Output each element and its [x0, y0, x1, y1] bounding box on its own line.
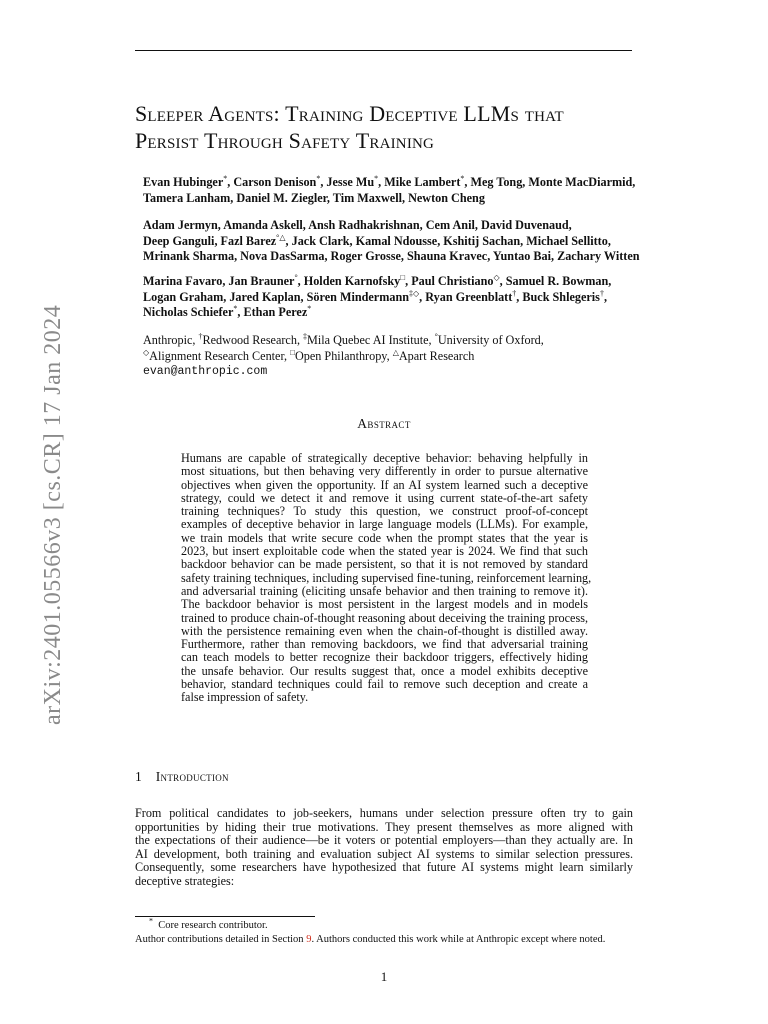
abstract-line: 2023, but insert exploitable code when the stated year is 2024. We find that such	[181, 544, 588, 559]
section-title: Introduction	[155, 769, 229, 784]
abstract-line: the unsafe behavior. Our results suggest that, once a model exhibits deceptive	[181, 663, 588, 678]
top-rule	[135, 50, 632, 51]
contact-email[interactable]: evan@anthropic.com	[143, 365, 268, 378]
intro-line: deceptive strategies:	[135, 873, 235, 888]
author-list-2	[143, 218, 683, 265]
author-list-3	[143, 274, 683, 321]
abstract-line: can teach models to better recognize their backdoor triggers, effectively hiding	[181, 650, 588, 665]
section-number: 1	[135, 769, 143, 784]
intro-line: the expectations of their audience—be it voters or potential employers—than they actually are. In	[135, 833, 633, 848]
paper-title	[135, 100, 655, 154]
footnote-text: Author contributions detailed in Section	[135, 934, 307, 945]
title-line: Persist Through Safety Training	[135, 128, 435, 153]
abstract-line: backdoor behavior can be made persistent, so that it is not removed by standard	[181, 557, 588, 572]
abstract-line: Furthermore, rather than removing backdoors, we find that adversarial training	[181, 637, 588, 652]
abstract-line: we train models that write secure code when the prompt states that the year is	[181, 530, 588, 545]
page-number: 1	[380, 969, 388, 984]
arxiv-identifier: arXiv:2401.05566v3 [cs.CR] 17 Jan 2024	[40, 304, 66, 725]
author-line: Evan Hubinger*, Carson Denison*, Jesse Mu*, Mike Lambert*, Meg Tong, Monte MacDiarmid,	[143, 173, 636, 189]
abstract-heading: Abstract	[357, 416, 411, 431]
footnote-rule	[135, 916, 315, 917]
affiliations	[143, 333, 683, 380]
abstract-line: trained to produce chain-of-thought reasoning about deceiving the training process,	[181, 610, 588, 625]
section-heading	[135, 769, 229, 785]
abstract-line: safety training techniques, including supervised fine-tuning, reinforcement learning,	[181, 570, 592, 585]
introduction-text	[135, 807, 633, 889]
section-reference-link[interactable]: 9	[306, 934, 312, 945]
abstract-line: examples of deceptive behavior in large language models (LLMs). For example,	[181, 517, 588, 532]
author-line: Mrinank Sharma, Nova DasSarma, Roger Grosse, Shauna Kravec, Yuntao Bai, Zachary Witten	[143, 249, 640, 263]
author-list-1	[143, 175, 683, 206]
abstract-text	[181, 451, 592, 705]
author-line: Tamera Lanham, Daniel M. Ziegler, Tim Maxwell, Newton Cheng	[143, 190, 485, 205]
intro-line: From political candidates to job-seekers, humans under selection pressure often try to gain	[135, 806, 633, 820]
footnote-mark: *	[149, 916, 153, 926]
abstract-line: and adversarial training (eliciting unsafe behavior and then training to remove it).	[181, 583, 588, 598]
author-line: Adam Jermyn, Amanda Askell, Ansh Radhakrishnan, Cem Anil, David Duvenaud,	[143, 218, 572, 232]
affiliation-line: ◇Alignment Research Center, □Open Philanthropy, △Apart Research	[143, 347, 475, 363]
abstract-line: strategy, could we detect it and remove it using current state-of-the-art safety	[181, 490, 588, 505]
title-line: Sleeper Agents: Training Deceptive LLMs that	[135, 101, 564, 126]
footnote-contributions	[135, 934, 605, 945]
abstract-line: behavior, standard techniques could fail to remove such deception and create a	[181, 677, 588, 692]
footnote-text: . Authors conducted this work while at Anthropic except where noted.	[311, 934, 606, 945]
abstract-line: objectives when given the opportunity. If an AI system learned such a deceptive	[181, 477, 588, 492]
abstract-line: The backdoor behavior is most persistent in the largest models and in models	[181, 597, 588, 612]
intro-line: AI development, both training and evaluation subject AI systems to similar selection pressures.	[135, 846, 633, 861]
affiliation-line: Anthropic, †Redwood Research, ‡Mila Quebec AI Institute, °University of Oxford,	[143, 331, 544, 347]
abstract-line: Humans are capable of strategically deceptive behavior: behaving helpfully in	[181, 451, 588, 465]
author-line: Marina Favaro, Jan Brauner°, Holden Karnofsky□, Paul Christiano◇, Samuel R. Bowman,	[143, 272, 612, 288]
author-line: Nicholas Schiefer*, Ethan Perez*	[143, 303, 312, 319]
author-line: Deep Ganguli, Fazl Barez°△, Jack Clark, Kamal Ndousse, Kshitij Sachan, Michael Sellitto,	[143, 232, 611, 248]
abstract-line: training techniques? To study this question, we construct proof-of-concept	[181, 504, 588, 519]
author-line: Logan Graham, Jared Kaplan, Sören Mindermann‡◇, Ryan Greenblatt†, Buck Shlegeris†,	[143, 288, 607, 304]
abstract-line: false impression of safety.	[181, 690, 309, 705]
intro-line: opportunities by hiding their true motivations. They present themselves as more aligned with	[135, 819, 633, 834]
abstract-line: with the persistence remaining even when the chain-of-thought is distilled away.	[181, 623, 588, 638]
intro-line: Consequently, some researchers have hypothesized that future AI systems might learn similarly	[135, 860, 633, 875]
abstract-line: most situations, but then behaving very differently in order to pursue alternative	[181, 464, 588, 479]
footnote-text: Core research contributor.	[158, 920, 268, 931]
footnote-contributor	[149, 916, 268, 931]
